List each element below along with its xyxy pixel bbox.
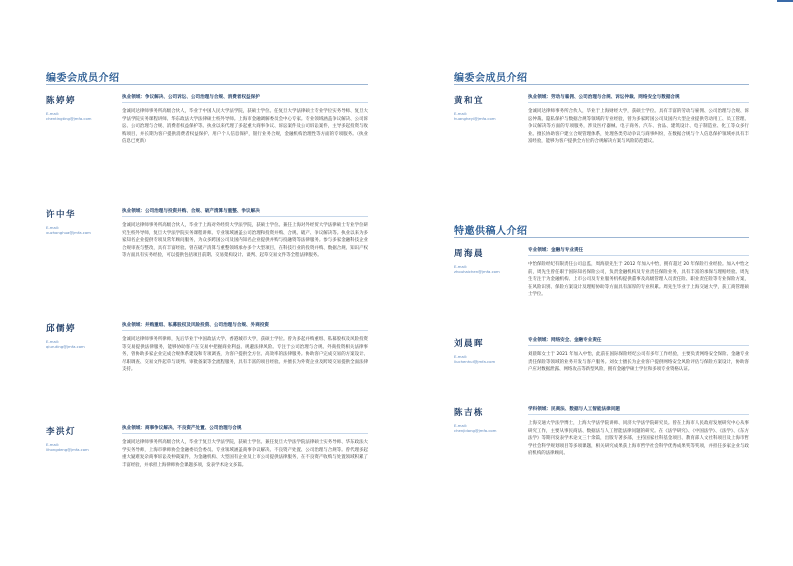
member-card bbox=[46, 425, 368, 525]
member-name: 李洪灯 bbox=[46, 427, 77, 437]
guest-field: 专业领域：金融与专业责任 bbox=[528, 248, 584, 253]
member-bio: 金诚同达律师事务所高级合伙人，毕业于中国人民大学法学院，获硕士学位。任复旦大学法律硕士专业学位实务导师、复旦大学法学院实务课程讲师、华东政法大学法律硕士校外导师。上海市金融调解委员会中心专家。专业领域涵盖争议解决、公司诉讼、公司治理与合规、消费者权益保护等。执业以来代理了多起重大商事争议、诉讼案件及公司诉讼案件，主导多起投资与收购项目，并长期为客户提供消费者权益保护、用户个人信息保护，银行业务合规，金融机构治理性等方面的专项服务。（执业信息已更新） bbox=[122, 109, 368, 145]
field-divider bbox=[528, 102, 749, 103]
member-card bbox=[46, 94, 368, 198]
member-field: 执业领域：争议解决、公司诉讼、公司治理与合规、消费者权益保护 bbox=[122, 95, 260, 100]
member-email[interactable]: lihongdeng@jmfa.com bbox=[46, 447, 89, 452]
member-email[interactable]: huangheyi@jmfa.com bbox=[454, 116, 496, 121]
section-divider bbox=[454, 237, 749, 238]
member-field: 执业领域：并购重组、私募股权及风险投资、公司治理与合规、外商投资 bbox=[122, 323, 270, 328]
section-title-members: 编委会成员介绍 bbox=[454, 73, 528, 84]
guest-card bbox=[454, 247, 749, 329]
field-divider bbox=[122, 433, 368, 434]
field-divider bbox=[528, 414, 749, 415]
email-label: E-mail: bbox=[454, 423, 468, 428]
email-label: E-mail: bbox=[46, 225, 60, 230]
corner-accent bbox=[777, 0, 793, 2]
section-title-members: 编委会成员介绍 bbox=[46, 73, 120, 84]
email-label: E-mail: bbox=[46, 339, 60, 344]
field-divider bbox=[122, 102, 368, 103]
member-name: 陈婷婷 bbox=[46, 96, 77, 106]
member-bio: 金诚同达律师事务所高级合伙人，毕业于复旦大学法学院，获硕士学位。兼任复旦大学法学院法律硕士实务导师、华东政法大学实务导师，上海市律师协会金融委员会委员。专业领域涵盖商事争议解决、不良资产处置、公司治理与合规等。曾代理多起重大疑难复杂商事诉讼及仲裁案件，为金融机构、大型国有企业及上市公司提供法律服务，在不良资产收购与处置领域积累了丰富经验，并承担上海律师协会课题多项，发表学术论文多篇。 bbox=[122, 440, 368, 468]
member-field: 执业领域：公司治理与投资并购、合规、破产清算与重整、争议解决 bbox=[122, 209, 260, 214]
field-divider bbox=[528, 345, 749, 346]
guest-field: 专业领域：网络安全、金融专业责任 bbox=[528, 338, 602, 343]
member-card bbox=[46, 208, 368, 313]
guest-name: 陈吉栋 bbox=[454, 408, 485, 418]
guest-card bbox=[454, 337, 749, 399]
member-card bbox=[46, 322, 368, 418]
email-label: E-mail: bbox=[454, 111, 468, 116]
guest-field: 学科领域：民商法、数据与人工智能法律问题 bbox=[528, 407, 620, 412]
guest-name: 刘晨晖 bbox=[454, 339, 485, 349]
guest-email[interactable]: chenjidong@jmfa.com bbox=[454, 428, 497, 433]
email-label: E-mail: bbox=[46, 111, 60, 116]
right-page bbox=[397, 0, 793, 566]
member-email[interactable]: xuzhonghua@jmfa.com bbox=[46, 230, 91, 235]
field-divider bbox=[122, 216, 368, 217]
member-field: 执业领域：商事争议解决、不良资产处置、公司治理与合规 bbox=[122, 426, 242, 431]
member-email[interactable]: qiuruting@jmfa.com bbox=[46, 344, 85, 349]
guest-bio: 刘晨晖女士于 2021 年加入中怡，此前在国际保险经纪公司有多年工作经验，主要负责网络安全保险、金融专业责任保险等领域的业务开发与客户服务。刘女士擅长为企业客户提供网络安全风险评估与保险方案设计，协助客户应对数据泄露、网络攻击等新型风险，拥有金融学硕士学位和多项专业资格认证。 bbox=[528, 352, 749, 373]
member-bio: 金诚同达律师事务所高级合伙人，毕业于上海对外经贸大学法学院，获硕士学位。兼任上海对外经贸大学法律硕士专业学位研究生校外导师，复旦大学法学院实务课程讲师。专业领域涵盖公司治理和投资并购、合规、破产、争议解决等。执业以来为多家知名企业提供专项及常年顾问服务，为众多跨国公司及国内知名企业提供并购与投融资等法律服务。参与多家金融科技企业合规审查与整改，具有丰富经验。曾在破产清算与重整领域承办多个大型项目，在科技行业的投资并购、数据合规、知识产权等方面具有实务经验，可以提供包括项目前期、交易架构设计、谈判、起草交易文件等全程法律服务。 bbox=[122, 223, 368, 259]
section-divider bbox=[46, 84, 368, 85]
field-divider bbox=[528, 255, 749, 256]
section-divider bbox=[454, 84, 749, 85]
email-label: E-mail: bbox=[454, 264, 468, 269]
guest-bio: 中怡保险经纪有限责任公司总监，周海晨先生于 2012 年加入中怡，拥有超过 20 年保险行业经验。加入中怡之前，周先生曾任职于国际知名保险公司，负责金融机构及专业责任保险业务，具有丰富的承保与理赔经验。周先生专注于为金融机构、上市公司及专业服务机构提供董事及高级管理人员责任险、职业责任险等专业保险方案，在风险识别、保险方案设计及理赔协助等方面具有深厚的专业积累。周先生毕业于上海交通大学，获工商管理硕士学位。 bbox=[528, 262, 749, 298]
member-name: 许中华 bbox=[46, 210, 77, 220]
member-bio: 金诚同达律师事务所合伙人，毕业于上海财经大学，获硕士学位。具有丰富的劳动与雇佣、公司治理与合规、诉讼仲裁、隐私保护与数据合规等领域的专业经验，曾为多家跨国公司及国内大型企业提供劳动用工、员工管理、争议解决等方面的专项服务，涉及医疗器械、电子商务、汽车、食品、建筑设计、电子制造业、化工等众多行业。擅长协助客户建立合规管理体系，处理各类劳动争议与商事纠纷，在数据合规与个人信息保护领域亦具有丰富经验，能够为客户提供全方位的合规解决方案与风险防范建议。 bbox=[528, 109, 749, 145]
member-email[interactable]: chentingting@jmfa.com bbox=[46, 116, 92, 121]
member-name: 黄和宜 bbox=[454, 96, 485, 106]
guest-bio: 上海交通大学法学博士，上海大学法学院讲师、同济大学法学院研究员。曾在上海市人民政府发展研究中心从事研究工作，主要从事民商法、数据法与人工智能法律问题的研究。在《法学研究》、《中国法学》、《法学》、《东方法学》等期刊发表学术论文三十余篇，出版专著多部，主持国家社科基金项目、教育部人文社科项目及上海市哲学社会科学规划项目等多项课题，相关研究成果获上海市哲学社会科学优秀成果奖等奖项，并担任多家企业与政府机构的法律顾问。 bbox=[528, 421, 749, 457]
member-card bbox=[454, 94, 749, 212]
guest-name: 周海晨 bbox=[454, 249, 485, 259]
guest-email[interactable]: zhouhaichen@jmfa.com bbox=[454, 269, 500, 274]
email-label: E-mail: bbox=[454, 354, 468, 359]
section-title-guests: 特邀供稿人介绍 bbox=[454, 226, 528, 237]
guest-card bbox=[454, 406, 749, 531]
member-bio: 金诚同达律师事务所律师，先后毕业于中国政法大学、香港城市大学，获硕士学位。曾为多起并购重组、私募股权及风险投资等交易提供法律服务，能够协助客户在交易中把握商业利益、规避法律风险。专注于公司治理与合规、外商投资相关法律事务，曾协助多家企业完成合规体系建设和专项调查，为客户提供全方位、高效率的法律服务。协助客户完成交易的方案设计、尽职调查、交易文件起草与谈判、审批备案等全流程服务，具有丰富的项目经验。并擅长为外资企业及跨境交易提供全面法律支持。 bbox=[122, 337, 368, 373]
left-page bbox=[0, 0, 396, 566]
guest-email[interactable]: liuchenhui@jmfa.com bbox=[454, 359, 496, 364]
member-name: 邱儒婷 bbox=[46, 324, 77, 334]
field-divider bbox=[122, 330, 368, 331]
email-label: E-mail: bbox=[46, 442, 60, 447]
member-field: 执业领域：劳动与雇佣、公司治理与合规、诉讼仲裁、网络安全与数据合规 bbox=[528, 95, 680, 100]
